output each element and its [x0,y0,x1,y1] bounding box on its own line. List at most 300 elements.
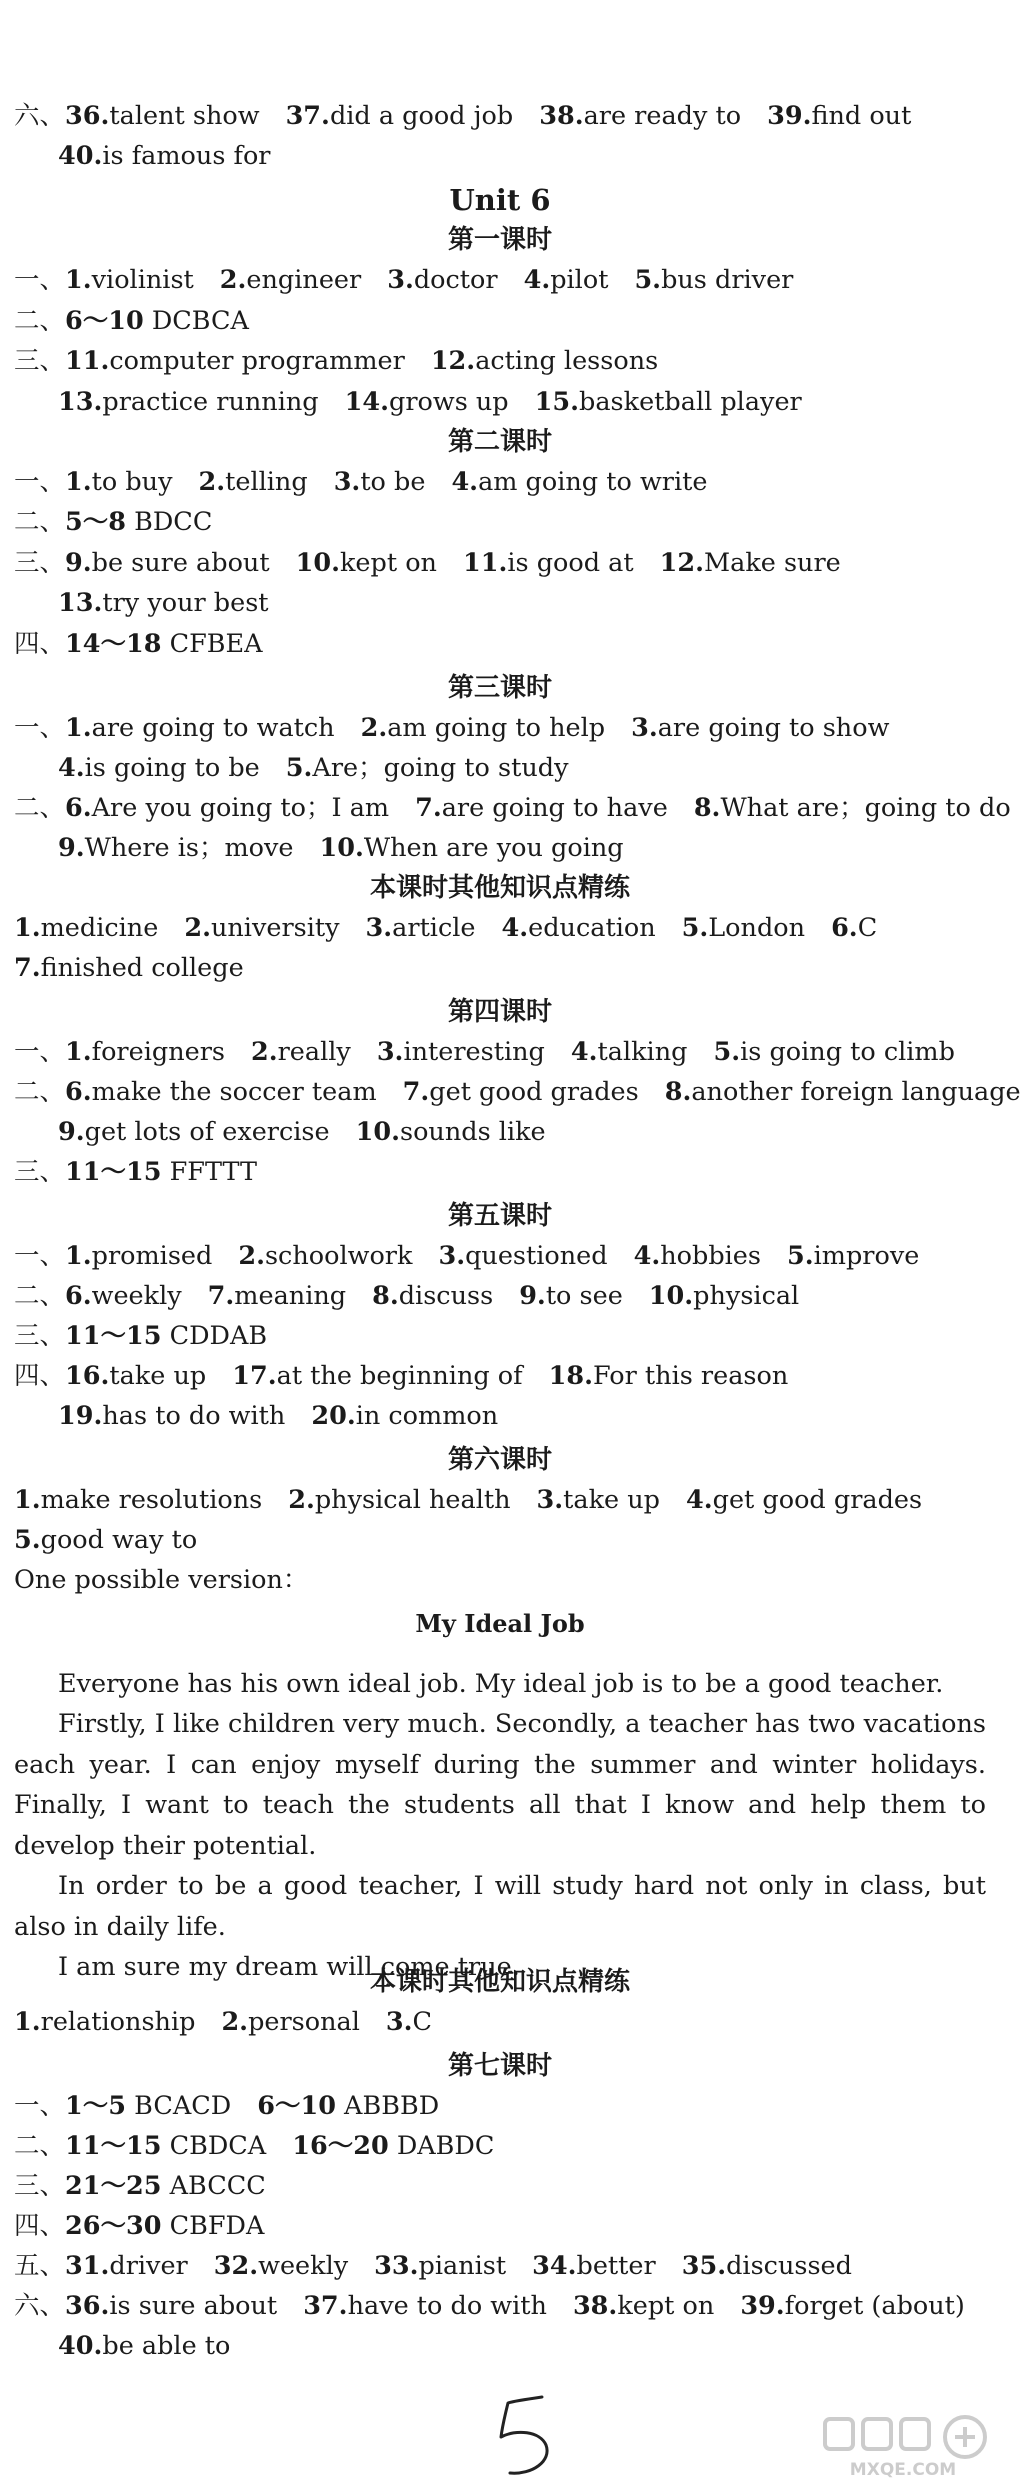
question-number: 9. [58,1117,85,1147]
question-number: 5. [681,913,709,943]
answer-item [251,1037,351,1067]
answer-text: CFBEA [161,629,263,659]
answer-item [65,1241,212,1271]
answer-item [58,588,269,618]
answer-text: DCBCA [143,306,249,336]
question-number: 3. [333,467,361,497]
heading-line [14,180,986,220]
answer-item [634,1241,761,1271]
answer-item [740,2291,965,2321]
question-number: 4. [451,467,479,497]
question-number: 6. [831,913,858,943]
section-heading: 第六课时 [447,1445,552,1475]
answer-text: telling [225,467,308,497]
question-number: 1. [65,1241,92,1271]
answer-text: doctor [413,265,498,295]
question-number: 1. [65,713,92,743]
section-number: 二、 [14,2131,66,2161]
answer-text: violinist [91,265,194,295]
answer-item [438,1241,607,1271]
unit-title: Unit 6 [449,183,551,217]
answer-text: Are；going to study [312,753,569,783]
question-number: 1. [14,2007,41,2037]
question-number: 6. [65,1281,92,1311]
answer-text: university [210,913,340,943]
question-number: 1. [14,913,41,943]
answer-text: are going to show [657,713,890,743]
question-number: 4. [570,1037,598,1067]
question-number: 31. [65,2251,110,2281]
question-number: 5. [14,1525,41,1555]
question-number: 2. [238,1241,265,1271]
section-heading: 本课时其他知识点精练 [369,873,630,903]
answer-item [65,265,194,295]
question-number: 39. [767,101,812,131]
question-number: 19. [58,1401,103,1431]
question-number: 12. [659,548,704,578]
answer-line [14,1032,986,1072]
answer-item [14,953,244,983]
answer-item [58,753,260,783]
question-number: 39. [740,2291,785,2321]
answer-item [787,1241,919,1271]
answer-item [65,1361,206,1391]
answer-line [14,502,986,542]
question-number: 8. [664,1077,692,1107]
answer-item [372,1281,493,1311]
answer-line [14,2286,986,2326]
answer-item [502,913,656,943]
answer-item [311,1401,498,1431]
answer-text: make the soccer team [91,1077,377,1107]
question-number: 6. [65,793,92,823]
question-number: 3. [365,913,393,943]
answer-text: has to do with [102,1401,286,1431]
answer-text: C [857,913,878,943]
answer-text: article [392,913,476,943]
question-number: 10. [648,1281,694,1311]
question-number: 6～10 [257,2091,336,2121]
answer-item [535,387,802,417]
section-number: 五、 [14,2251,66,2281]
answer-text: When are you going [363,833,624,863]
question-number: 11～15 [65,1157,162,1187]
answer-item [694,793,1011,823]
answer-item [387,265,497,295]
answer-item [361,713,606,743]
question-number: 4. [501,913,529,943]
question-number: 7. [14,953,41,983]
question-number: 20. [311,1401,356,1431]
answer-text: acting lessons [475,346,659,376]
answer-line [14,788,1011,828]
heading-line [14,992,986,1032]
answer-item [571,1037,688,1067]
question-number: 2. [250,1037,278,1067]
heading-line [14,2046,986,2086]
question-number: 13. [58,387,103,417]
answer-line [14,1236,986,1276]
question-number: 6～10 [65,306,144,336]
heading-line [14,1962,986,2002]
answer-item [573,2291,714,2321]
answer-text: pianist [418,2251,507,2281]
answer-text: BDCC [126,507,213,537]
answer-item [767,101,911,131]
section-number: 三、 [14,1157,66,1187]
answer-item [65,2251,188,2281]
question-number: 4. [523,265,551,295]
section-heading: 第四课时 [447,997,552,1027]
answer-item [184,913,339,943]
question-number: 18. [548,1361,593,1391]
answer-text: is good at [507,548,634,578]
essay-paragraph: Firstly, I like children very much. Secondly, a teacher has two vacations each year. I can enjoy myself during the summer and winter holidays. Finally, I want to teach the students all that I know and help them to develop their potential. [14,1709,986,1861]
answer-line [58,1396,986,1436]
question-number: 16～20 [292,2131,389,2161]
question-number: 3. [631,713,658,743]
question-number: 11～15 [65,2131,162,2161]
answer-text: finished college [40,953,244,983]
answer-text: relationship [40,2007,196,2037]
answer-text: Make sure [704,548,841,578]
question-number: 1. [65,1037,92,1067]
answer-item [686,1485,922,1515]
answer-line [14,96,986,136]
question-number: 40. [58,141,103,171]
answer-item [238,1241,412,1271]
answer-item [14,1485,262,1515]
answer-item [65,1281,182,1311]
answer-line [14,708,986,748]
answer-line [14,543,986,583]
question-number: 5. [787,1241,814,1271]
answer-text: CBFDA [161,2211,265,2241]
essay-paragraph: I am sure my dream will come true. [58,1952,520,1982]
answer-text: forget (about) [784,2291,965,2321]
answer-text: did a good job [329,101,514,131]
question-number: 2. [198,467,226,497]
section-number: 三、 [14,346,66,376]
question-number: 38. [539,101,584,131]
answer-line [14,624,986,664]
watermark-logo-icon [815,2411,990,2481]
answer-item [257,2091,439,2121]
question-number: 12. [430,346,476,376]
answer-item [65,2171,266,2201]
answer-text: promised [91,1241,213,1271]
answer-item [58,1401,285,1431]
question-number: 13. [58,588,103,618]
answer-line [14,2126,986,2166]
section-number: 六、 [14,101,66,131]
answer-line [14,2246,986,2286]
section-number: 二、 [14,793,66,823]
answer-text: kept on [339,548,437,578]
section-number: 一、 [14,467,66,497]
question-number: 35. [681,2251,727,2281]
question-number: 36. [65,101,110,131]
question-number: 2. [360,713,388,743]
answer-line [14,1276,986,1316]
answer-text: take up [109,1361,207,1391]
answer-text: FFTTT [161,1157,257,1187]
essay-title: My Ideal Job [415,1609,585,1638]
answer-item [374,2251,506,2281]
answer-line [14,462,986,502]
answer-item [463,548,634,578]
answer-item [665,1077,1021,1107]
answer-item [713,1037,954,1067]
question-number: 4. [58,753,85,783]
answer-text: good way to [40,1525,198,1555]
section-number: 一、 [14,1037,66,1067]
question-number: 17. [232,1361,277,1391]
section-heading: 第二课时 [447,427,552,457]
answer-item [415,793,668,823]
essay-paragraph: In order to be a good teacher, I will study hard not only in class, but also in daily life. [14,1871,986,1942]
section-number: 三、 [14,2171,66,2201]
answer-item [303,2291,547,2321]
answer-text: ABBBD [335,2091,440,2121]
answer-line [14,2206,986,2246]
answer-item [386,2007,432,2037]
answer-text: is sure about [109,2291,278,2321]
answer-item [220,265,361,295]
answer-text: meaning [234,1281,347,1311]
question-number: 9. [65,548,92,578]
answer-item [660,548,841,578]
answer-item [65,467,172,497]
answer-text: make resolutions [40,1485,263,1515]
answer-item [65,101,260,131]
question-number: 36. [65,2291,110,2321]
question-number: 3. [376,1037,404,1067]
answer-text: CBDCA [161,2131,267,2161]
answer-item [682,2251,852,2281]
question-number: 2. [219,265,247,295]
answer-item [403,1077,639,1107]
answer-item [649,1281,799,1311]
answer-item [356,1117,546,1147]
answer-text: at the beginning of [276,1361,523,1391]
answer-text: medicine [40,913,159,943]
question-number: 3. [438,1241,466,1271]
heading-line [14,668,986,708]
answer-item [631,713,889,743]
answer-item [65,2131,266,2161]
answer-item [334,467,426,497]
answer-line [58,1112,986,1152]
answer-item [58,1117,330,1147]
answer-text: is going to climb [740,1037,955,1067]
answer-text: education [528,913,656,943]
answer-text: talking [597,1037,688,1067]
question-number: 40. [58,2331,103,2361]
answer-text: have to do with [347,2291,547,2321]
question-number: 5. [634,265,662,295]
question-number: 10. [319,833,364,863]
question-number: 2. [288,1485,315,1515]
answer-text: Where is；move [84,833,294,863]
answer-item [65,629,263,659]
answer-text: engineer [246,265,362,295]
answer-item [65,2291,277,2321]
answer-text: grows up [389,387,509,417]
answer-item [221,2007,359,2037]
answer-text: One possible version： [14,1565,309,1595]
answer-text: sounds like [399,1117,546,1147]
answer-line [14,1072,1021,1112]
answer-line [14,2086,986,2126]
section-number: 二、 [14,306,66,336]
answer-text: physical health [314,1485,511,1515]
question-number: 38. [572,2291,618,2321]
answer-text: pilot [550,265,609,295]
answer-text: driver [109,2251,188,2281]
answer-item [14,2007,195,2037]
heading-line [14,1440,986,1480]
answer-text: questioned [465,1241,608,1271]
answer-line [14,1520,986,1560]
answer-text: personal [248,2007,360,2037]
answer-item [232,1361,522,1391]
answer-item [14,913,158,943]
answer-text: For this reason [592,1361,789,1391]
answer-text: am going to help [387,713,606,743]
section-heading: 第五课时 [447,1201,552,1231]
question-number: 37. [285,101,330,131]
question-number: 5. [285,753,313,783]
answer-item [634,265,793,295]
section-heading: 本课时其他知识点精练 [369,1967,630,1997]
section-number: 三、 [14,548,66,578]
answer-text: improve [813,1241,920,1271]
question-number: 7. [207,1281,235,1311]
answer-item [451,467,707,497]
question-number: 32. [213,2251,259,2281]
answer-item [65,793,389,823]
answer-item [65,2211,264,2241]
answer-item [320,833,624,863]
answer-item [65,1321,267,1351]
question-number: 3. [387,265,414,295]
answer-item [537,1485,660,1515]
answer-line [14,1356,986,1396]
answer-item [65,306,249,336]
question-number: 3. [385,2007,413,2037]
answer-line [14,1316,986,1356]
answer-text: C [412,2007,433,2037]
answer-text: discussed [726,2251,852,2281]
question-number: 6. [65,1077,92,1107]
answer-text: are going to have [441,793,668,823]
answer-item [58,833,294,863]
answer-text: really [277,1037,351,1067]
section-number: 四、 [14,629,66,659]
answer-item [549,1361,789,1391]
section-number: 三、 [14,1321,66,1351]
answer-text: What are；going to do [720,793,1011,823]
answer-line [58,382,986,422]
answer-text: are going to watch [91,713,335,743]
answer-item [199,467,308,497]
answer-item [65,713,335,743]
answer-line [14,1560,986,1600]
section-heading: 第七课时 [447,2051,552,2081]
heading-line [14,220,986,260]
question-number: 15. [534,387,580,417]
answer-line [14,908,986,948]
answer-text: is going to be [84,753,260,783]
answer-text: bus driver [661,265,794,295]
question-number: 33. [374,2251,419,2281]
answer-text: London [708,913,806,943]
answer-text: talent show [109,101,260,131]
answer-text: am going to write [478,467,708,497]
answer-line [58,748,986,788]
answer-item [539,101,741,131]
answer-text: get lots of exercise [84,1117,330,1147]
question-number: 11. [462,548,508,578]
answer-text: be able to [102,2331,231,2361]
answer-line [14,2166,986,2206]
answer-text: CDDAB [161,1321,268,1351]
answer-text: physical [693,1281,800,1311]
question-number: 4. [633,1241,661,1271]
answer-line [14,260,986,300]
answer-item [65,548,270,578]
answer-item [65,2091,231,2121]
question-number: 8. [372,1281,399,1311]
question-number: 1～5 [65,2091,127,2121]
question-number: 2. [184,913,211,943]
answer-item [431,346,658,376]
question-number: 11. [65,346,110,376]
answer-item [286,753,569,783]
heading-line [14,1604,986,1644]
answer-line [14,341,986,381]
question-number: 10. [355,1117,400,1147]
answer-text: is famous for [102,141,271,171]
answer-item [296,548,437,578]
answer-text: another foreign language [691,1077,1021,1107]
answer-line [14,1152,986,1192]
question-number: 1. [65,467,92,497]
answer-text: DABDC [388,2131,495,2161]
answer-text: better [576,2251,656,2281]
answer-text: are ready to [583,101,742,131]
question-number: 8. [693,793,721,823]
answer-line [14,1480,986,1520]
question-number: 21～25 [65,2171,162,2201]
heading-line [14,422,986,462]
section-number: 一、 [14,2091,66,2121]
answer-item [65,346,405,376]
answer-item [377,1037,545,1067]
answer-item [14,1565,308,1595]
answer-text: kept on [617,2291,715,2321]
question-number: 7. [415,793,442,823]
question-number: 34. [532,2251,577,2281]
answer-line [58,583,986,623]
question-number: 11～15 [65,1321,162,1351]
handwritten-page-number [480,2385,570,2480]
section-number: 四、 [14,1361,66,1391]
answer-item [366,913,476,943]
answer-text: to see [545,1281,623,1311]
answer-text: ABCCC [161,2171,266,2201]
